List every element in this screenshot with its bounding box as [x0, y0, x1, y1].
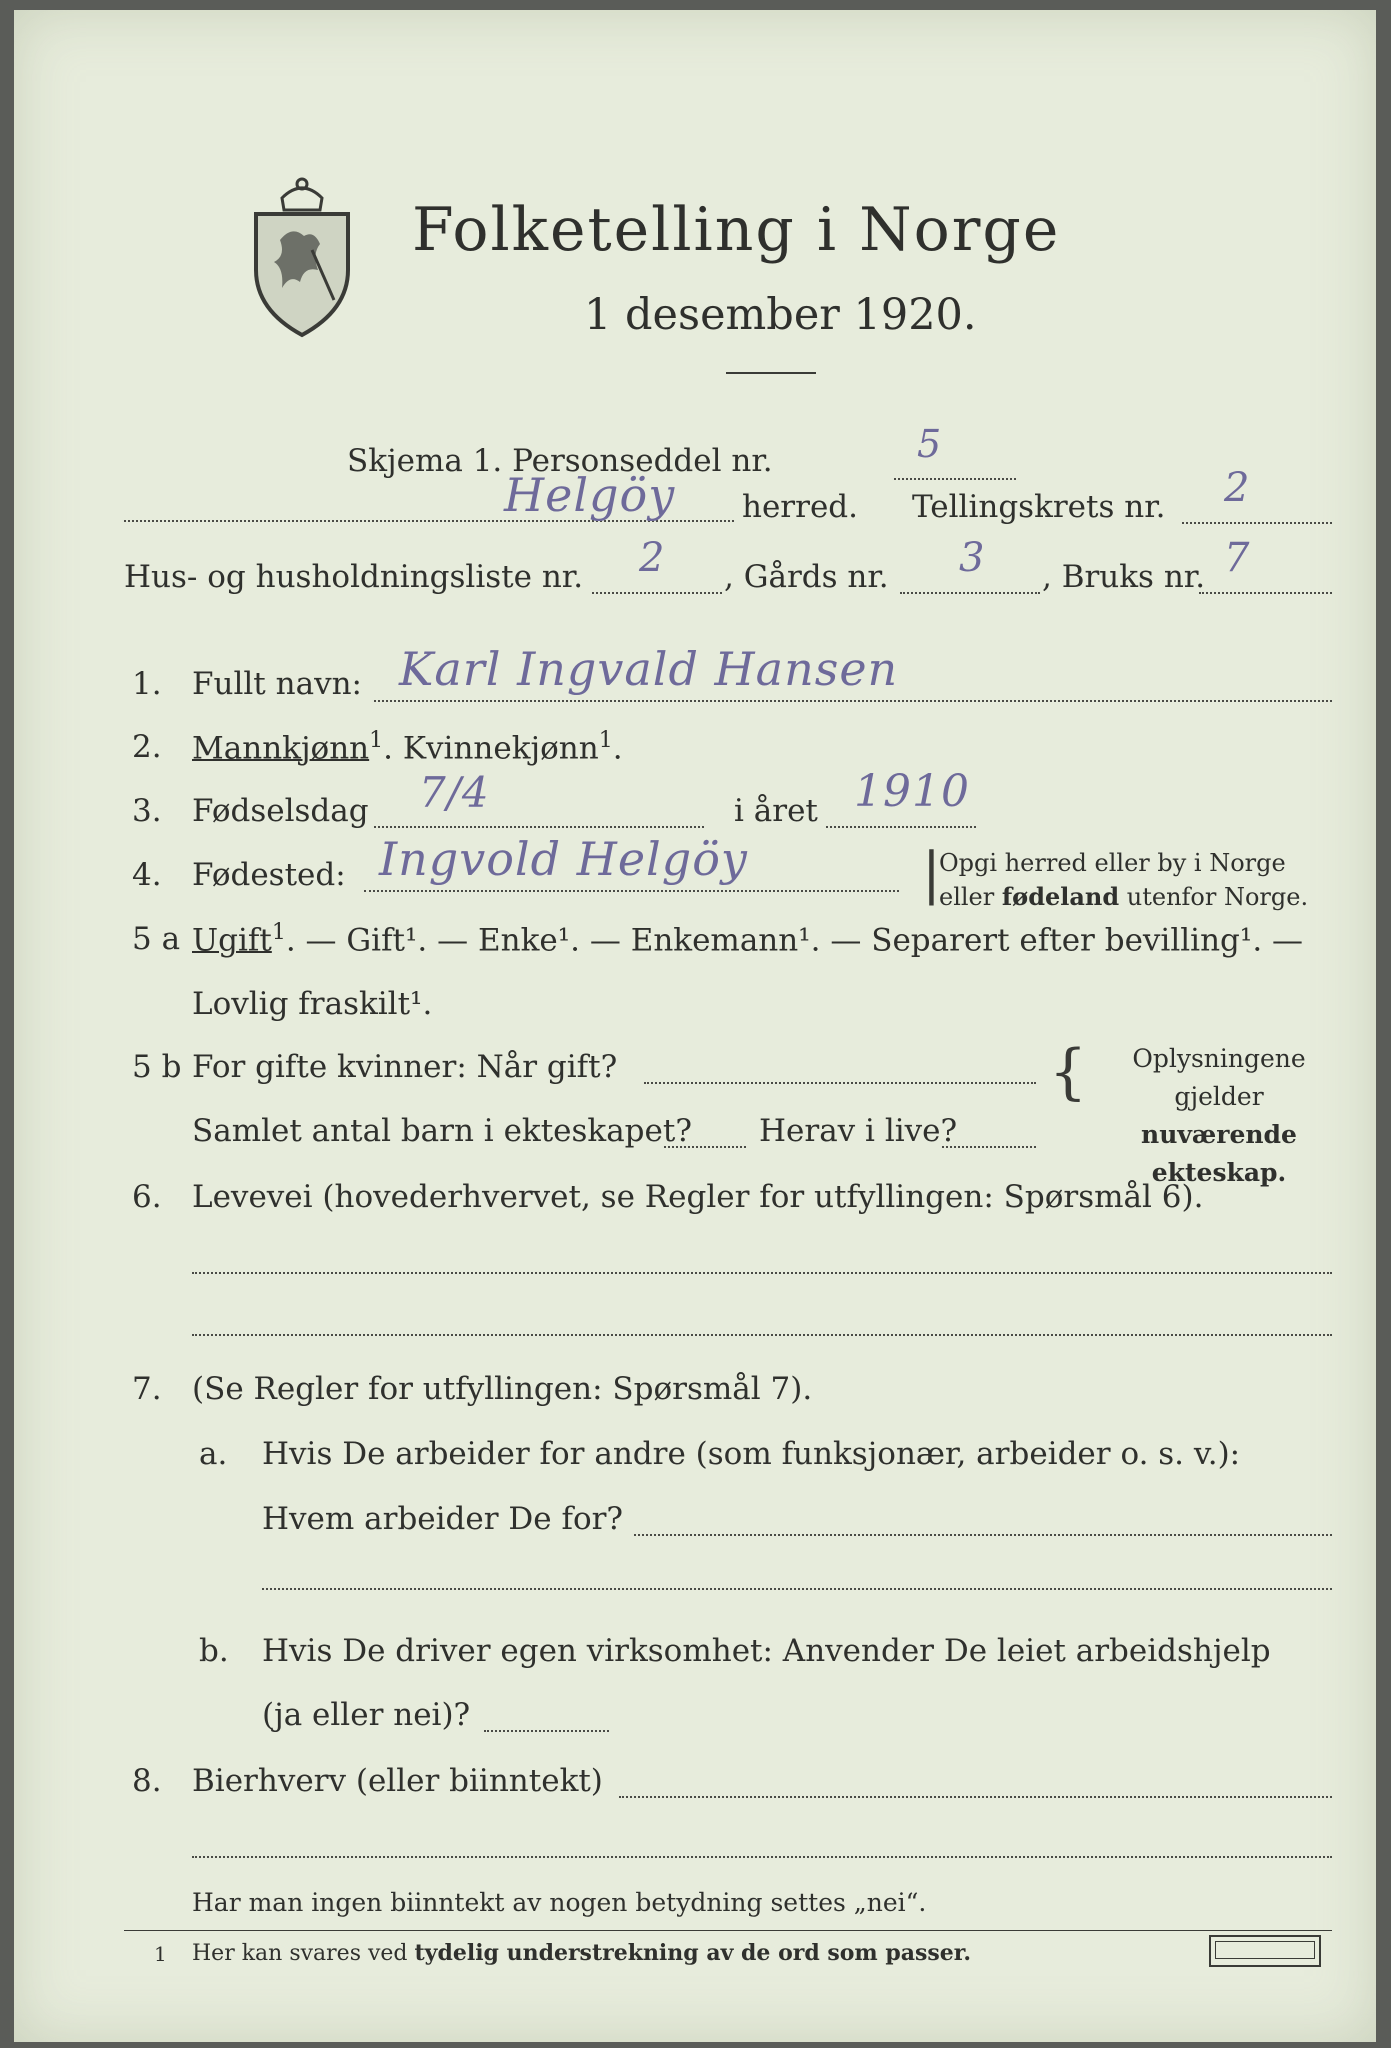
q3-label: Fødselsdag	[192, 793, 369, 829]
marriage-note: Oplysningene gjelder nuværende ekteskap.	[1132, 1044, 1306, 1187]
title-divider	[726, 372, 816, 374]
q7-label: (Se Regler for utfyllingen: Spørsmål 7).	[192, 1371, 813, 1407]
q7a-question: Hvis De arbeider for andre (som funksjonær, arbeider o. s. v.):	[262, 1436, 1241, 1472]
occupation-line-1	[192, 1272, 1332, 1274]
marriage-note-brace: {	[1049, 1037, 1088, 1107]
q8-number: 8.	[132, 1763, 162, 1799]
q4-label: Fødested:	[192, 857, 346, 893]
form-title: Folketelling i Norge	[412, 195, 1061, 265]
birthplace-value: Ingvold Helgöy	[379, 832, 748, 886]
printer-stamp	[1209, 1935, 1321, 1967]
when-married-line	[644, 1082, 1036, 1084]
q7b-letter: b.	[199, 1633, 229, 1669]
birth-year-value: 1910	[854, 766, 970, 817]
q1-label: Fullt navn:	[192, 666, 362, 702]
q5a-number: 5 a	[132, 921, 181, 957]
tellingskrets-label: Tellingskrets nr.	[912, 489, 1166, 525]
birthplace-note-brace: |	[922, 841, 941, 906]
employer-line-1	[634, 1534, 1332, 1536]
schema-label: Skjema 1. Personseddel nr.	[347, 443, 773, 479]
herred-label: herred.	[742, 489, 858, 525]
birthday-value: 7/4	[419, 768, 490, 817]
birthplace-line	[364, 890, 899, 892]
employer-line-2	[262, 1588, 1332, 1590]
q4-number: 4.	[132, 857, 162, 893]
q3-number: 3.	[132, 793, 162, 829]
tellingskrets-line	[1182, 522, 1332, 524]
census-form-sheet	[14, 10, 1376, 2042]
q1-number: 1.	[132, 666, 162, 702]
year-label: i året	[734, 793, 818, 829]
side-income-line-2	[192, 1856, 1332, 1858]
children-count-label: Samlet antal barn i ekteskapet?	[192, 1113, 692, 1149]
hus-line	[592, 592, 722, 594]
employer-label: Hvem arbeider De for?	[262, 1501, 624, 1537]
occupation-line-2	[192, 1334, 1332, 1336]
bruks-value: 7	[1224, 535, 1251, 581]
bruks-label: , Bruks nr.	[1042, 559, 1206, 595]
q6-number: 6.	[132, 1179, 162, 1215]
birthplace-note: Opgi herred eller by i Norge eller fødeland utenfor Norge.	[939, 849, 1309, 911]
q1-line	[374, 700, 1332, 702]
hired-help-label: (ja eller nei)?	[262, 1697, 471, 1733]
gender-options: Mannkjønn$^1$. Kvinnekjønn$^1$.	[192, 728, 623, 767]
footnote-text: Her kan svares ved tydelig understrekning av de ord som passer.	[192, 1940, 972, 1966]
q2-number: 2.	[132, 729, 162, 765]
birthday-line	[374, 826, 704, 828]
occupation-label: Levevei (hovederhvervet, se Regler for utfyllingen: Spørsmål 6).	[192, 1179, 1204, 1215]
bruks-line	[1199, 592, 1332, 594]
q7a-letter: a.	[199, 1436, 228, 1472]
q7b-question: Hvis De driver egen virksomhet: Anvender De leiet arbeidshjelp	[262, 1633, 1271, 1669]
side-income-line-1	[619, 1796, 1332, 1798]
no-income-note: Har man ingen biinntekt av nogen betydning settes „nei“.	[192, 1888, 927, 1917]
children-alive-line	[942, 1146, 1036, 1148]
personseddel-nr-value: 5	[917, 422, 943, 466]
children-alive-label: Herav i live?	[759, 1113, 958, 1149]
footer-rule	[124, 1930, 1332, 1931]
full-name-value: Karl Ingvald Hansen	[399, 642, 899, 696]
year-line	[826, 826, 976, 828]
when-married-label: For gifte kvinner: Når gift?	[192, 1049, 618, 1085]
gender-male-underlined: Mannkjønn	[192, 730, 370, 767]
hus-label: Hus- og husholdningsliste nr.	[124, 559, 584, 595]
q5b-number: 5 b	[132, 1049, 182, 1085]
census-date: 1 desember 1920.	[584, 290, 977, 340]
herred-value: Helgöy	[504, 468, 676, 522]
marital-divorced: Lovlig fraskilt¹.	[192, 986, 433, 1022]
coat-of-arms-icon	[242, 170, 362, 340]
side-income-label: Bierhverv (eller biinntekt)	[192, 1763, 603, 1799]
children-count-line	[664, 1146, 746, 1148]
marital-unmarried-underlined: Ugift	[192, 922, 272, 959]
gender-female: Kvinnekjønn	[402, 730, 599, 767]
gards-label: , Gårds nr.	[724, 559, 889, 595]
personseddel-line	[894, 478, 1016, 480]
q7-number: 7.	[132, 1371, 162, 1407]
hus-value: 2	[639, 535, 666, 581]
marital-status-options: Ugift$^1$. — Gift¹. — Enke¹. — Enkemann¹. — Separert efter bevilling¹. —	[192, 920, 1304, 959]
gards-value: 3	[959, 535, 986, 581]
tellingskrets-value: 2	[1224, 465, 1251, 511]
hired-help-line	[484, 1730, 609, 1732]
gards-line	[900, 592, 1040, 594]
footnote-number: 1	[154, 1942, 167, 1966]
